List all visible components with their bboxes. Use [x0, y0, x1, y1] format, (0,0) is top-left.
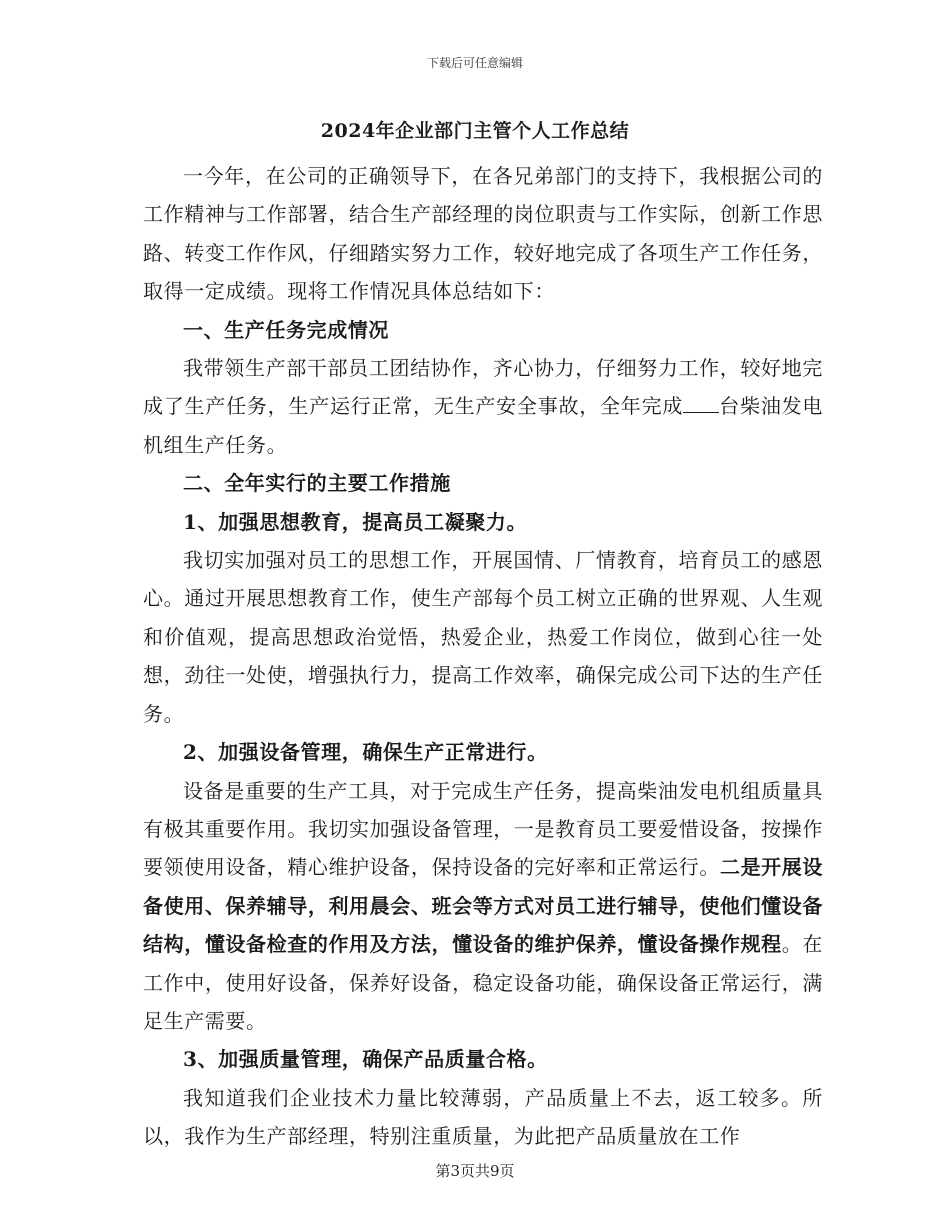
body-paragraph-3: 设备是重要的生产工具，对于完成生产任务，提高柴油发电机组质量具有极其重要作用。我切实加强设备管理，一是教育员工要爱惜设备，按操作要领使用设备，精心维护设备，保持设备的完好率和正常运行。二是开展设备使用、保养辅导，利用晨会、班会等方式对员工进行辅导，使他们懂设备结构，懂设备检查的作用及方法，懂设备的维护保养，懂设备操作规程。在工作中，使用好设备，保养好设备，稳定设备功能，确保设备正常运行，满足生产需要。 — [143, 778, 823, 1033]
body-paragraph-4: 我知道我们企业技术力量比较薄弱，产品质量上不去，返工较多。所以，我作为生产部经理，特别注重质量，为此把产品质量放在工作 — [143, 1085, 823, 1149]
intro-paragraph: 一今年，在公司的正确领导下，在各兄弟部门的支持下，我根据公司的工作精神与工作部署，结合生产部经理的岗位职责与工作实际，创新工作思路、转变工作作风，仔细踏实努力工作，较好地完成了各项生产工作任务，取得一定成绩。现将工作情况具体总结如下： — [143, 164, 823, 304]
body-paragraph-1: 我带领生产部干部员工团结协作，齐心协力，仔细努力工作，较好地完成了生产任务，生产运行正常，无生产安全事故，全年完成 台柴油发电机组生产任务。 — [143, 356, 823, 457]
page-footer: 第3页共9页 — [435, 1162, 515, 1180]
subheading-2: 2、加强设备管理，确保生产正常进行。 — [183, 740, 548, 765]
bold-emphasis: 二是开展设备使用、保养辅导，利用晨会、班会等方式对员工进行辅导，使他们懂设备结构，懂设备检查的作用及方法，懂设备的维护保养，懂设备操作规程 — [143, 855, 823, 957]
header-note: 下载后可任意编辑 — [426, 56, 523, 70]
subheading-1: 1、加强思想教育，提高员工凝聚力。 — [183, 509, 528, 534]
body-paragraph-2: 我切实加强对员工的思想工作，开展国情、厂情教育，培育员工的感恩心。通过开展思想教育工作，使生产部每个员工树立正确的世界观、人生观和价值观，提高思想政治觉悟，热爱企业，热爱工作岗位，做到心往一处想，劲往一处使，增强执行力，提高工作效率，确保完成公司下达的生产任务。 — [143, 548, 823, 726]
section-heading-1: 一、生产任务完成情况 — [183, 317, 389, 342]
fill-in-blank — [683, 394, 719, 413]
document-body — [143, 157, 823, 1156]
subheading-3: 3、加强质量管理，确保产品质量合格。 — [183, 1047, 548, 1072]
section-heading-2: 二、全年实行的主要工作措施 — [183, 471, 451, 496]
document-title: 2024年企业部门主管个人工作总结 — [320, 120, 630, 142]
